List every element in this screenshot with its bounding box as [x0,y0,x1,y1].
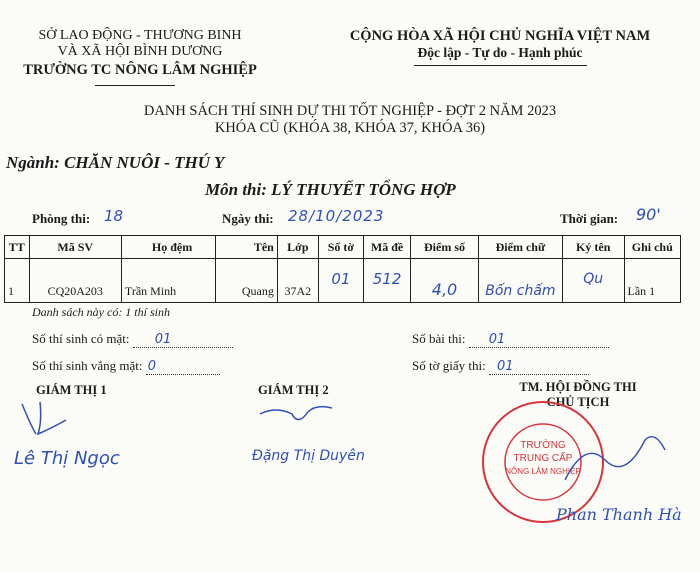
proctor-1-signature-icon [18,398,78,438]
room-value: 18 [104,207,124,225]
proctor-2-name: Đặng Thị Duyên [252,448,365,464]
cell-so-to: 01 [318,259,363,303]
school-name: TRƯỜNG TC NÔNG LÂM NGHIỆP [23,62,257,78]
motto: Độc lập - Tự do - Hạnh phúc [417,45,583,60]
time-value: 90' [636,205,661,224]
roster-note: Danh sách này có: 1 thí sinh [32,305,170,319]
cell-ky-ten: Qu [562,259,624,303]
sheets-label: Số tờ giấy thi: [412,358,486,373]
absent-count [32,358,220,375]
time-label: Thời gian: [560,211,619,226]
col-ho-dem: Họ đệm [121,236,215,259]
department-line-2: VÀ XÃ HỘI BÌNH DƯƠNG [57,44,223,59]
motto-underline [414,65,587,66]
board-line-1: TM. HỘI ĐỒNG THI [519,380,637,394]
sheets-count [412,358,589,375]
board-line-2: CHỦ TỊCH [546,395,610,409]
cell-ma-de: 512 [363,259,410,303]
absent-label: Số thí sinh vắng mặt: [32,358,143,373]
country-header [345,28,655,61]
proctor-1-name: Lê Thị Ngọc [14,448,120,469]
present-count [32,331,233,348]
col-ma-de: Mã đề [363,236,410,259]
stamp-line-1: TRƯỜNG [520,440,566,451]
table-row [5,259,681,303]
col-lop: Lớp [277,236,318,259]
col-ky-ten: Ký tên [562,236,624,259]
roster-table [4,235,681,303]
col-diem-so: Điểm số [411,236,479,259]
chair-signature-icon [545,420,675,500]
subject: Môn thi: LÝ THUYẾT TỔNG HỢP [205,180,456,199]
col-ma-sv: Mã SV [29,236,121,259]
cell-ma-sv: CQ20A203 [29,259,121,303]
papers-label: Số bài thi: [412,331,466,346]
sheets-value: 01 [489,359,589,375]
date-value: 28/10/2023 [288,207,385,225]
papers-count [412,331,609,348]
country-name: CỘNG HÒA XÃ HỘI CHỦ NGHĨA VIỆT NAM [349,28,651,44]
cell-ghi-chu: Lần 1 [624,259,681,303]
document-title [0,103,700,137]
cell-diem-chu: Bốn chấm [478,259,562,303]
cell-lop: 37A2 [277,259,318,303]
table-header-row [5,236,681,259]
present-value: 01 [133,332,233,348]
major: Ngành: CHĂN NUÔI - THÚ Y [6,153,225,172]
stamp-line-3: NÔNG LÂM NGHIỆP [505,467,581,476]
cell-tt: 1 [5,259,30,303]
proctor-1-title: GIÁM THỊ 1 [36,383,107,397]
col-tt: TT [5,236,30,259]
absent-value: 0 [146,359,220,375]
papers-value: 01 [469,332,609,348]
col-so-to: Số tờ [318,236,363,259]
school-underline [95,85,175,86]
title-line-2: KHÓA CŨ (KHÓA 38, KHÓA 37, KHÓA 36) [214,120,486,136]
chair-name: Phan Thanh Hà [556,505,682,524]
cell-diem-so: 4,0 [411,259,479,303]
department-header [20,28,260,79]
col-ten: Tên [216,236,278,259]
col-diem-chu: Điểm chữ [478,236,562,259]
proctor-2-title: GIÁM THỊ 2 [258,383,329,397]
cell-ten: Quang [216,259,278,303]
present-label: Số thí sinh có mặt: [32,331,130,346]
col-ghi-chu: Ghi chú [624,236,681,259]
department-line-1: SỞ LAO ĐỘNG - THƯƠNG BINH [38,28,242,43]
room-label: Phòng thi: [32,211,91,226]
cell-ho-dem: Trần Minh [121,259,215,303]
title-line-1: DANH SÁCH THÍ SINH DỰ THI TỐT NGHIỆP - ĐỢT 2 NĂM 2023 [143,103,557,119]
stamp-line-2: TRUNG CẤP [513,453,573,464]
date-label: Ngày thi: [222,211,274,226]
proctor-2-signature-icon [258,402,338,432]
